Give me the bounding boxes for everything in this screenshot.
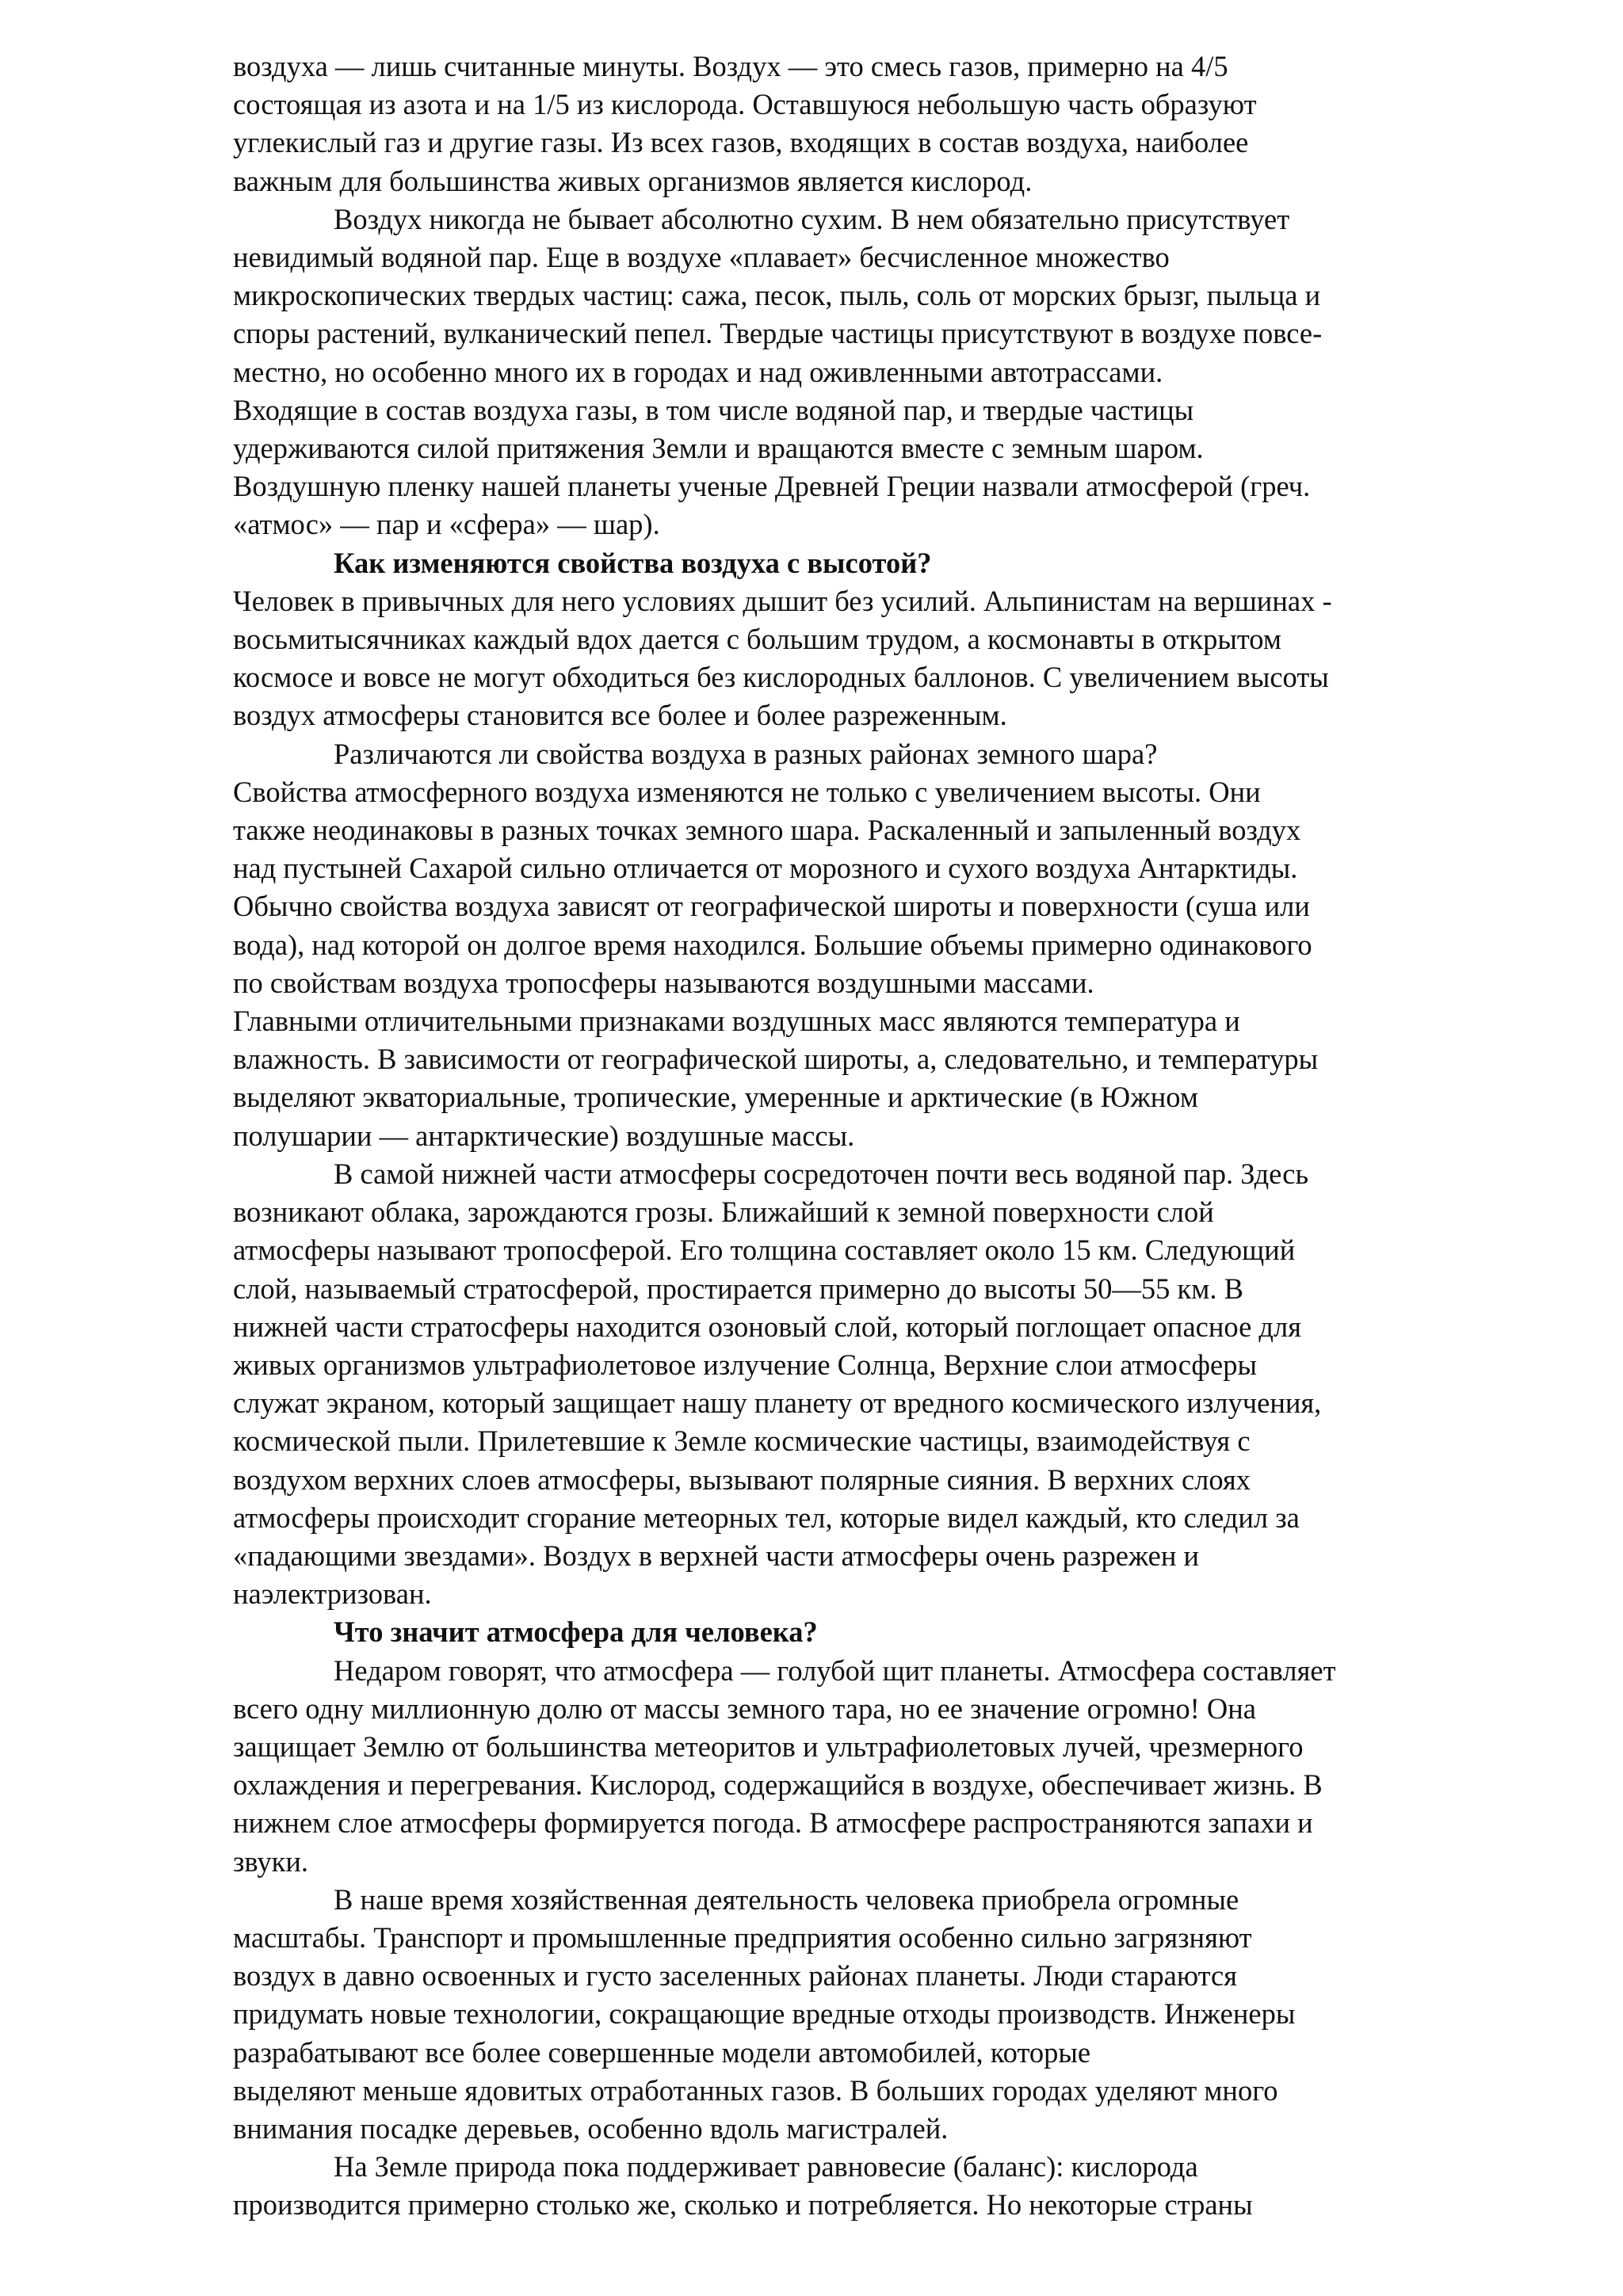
text-line: слой, называемый стратосферой, простирается примерно до высоты 50—55 км. В [233,1272,1243,1305]
text-line: споры растений, вулканический пепел. Твердые частицы присутствуют в воздухе повсе- [233,317,1323,350]
text-line: Свойства атмосферного воздуха изменяются не только с увеличением высоты. Они [233,775,1261,808]
section-heading: Что значит атмосфера для человека? [334,1615,818,1649]
text-line: Различаются ли свойства воздуха в разных районах земного шара? [334,737,1158,770]
text-line: полушарии — антарктические) воздушные массы. [233,1119,855,1152]
text-line: Главными отличительными признаками воздушных масс являются температура и [233,1005,1240,1038]
text-line: невидимый водяной пар. Еще в воздухе «плавает» бесчисленное множество [233,241,1170,274]
text-line: внимания посадке деревьев, особенно вдоль магистралей. [233,2111,949,2145]
text-line: влажность. В зависимости от географической широты, а, следовательно, и температуры [233,1043,1319,1076]
text-line: выделяют экваториальные, тропические, умеренные и арктические (в Южном [233,1081,1198,1114]
text-line: В наше время хозяйственная деятельность человека приобрела огромные [334,1882,1239,1916]
text-line: разрабатывают все более совершенные модели автомобилей, которые [233,2035,1091,2069]
text-line: воздух в давно освоенных и густо заселенных районах планеты. Люди стараются [233,1959,1238,1993]
text-line: В самой нижней части атмосферы сосредоточен почти весь водяной пар. Здесь [334,1157,1309,1190]
text-line: воздуха — лишь считанные минуты. Воздух — это смесь газов, примерно на 4/5 [233,50,1228,82]
text-line: также неодинаковы в разных точках земного шара. Раскаленный и запыленный воздух [233,814,1301,847]
text-line: возникают облака, зарождаются грозы. Ближайший к земной поверхности слой [233,1196,1214,1229]
text-line: удерживаются силой притяжения Земли и вращаются вместе с земным шаром. [233,432,1204,465]
section-heading: Как изменяются свойства воздуха с высотой? [334,546,932,579]
text-line: выделяют меньше ядовитых отработанных газов. В больших городах уделяют много [233,2073,1278,2107]
text-line: «падающими звездами». Воздух в верхней части атмосферы очень разрежен и [233,1539,1200,1572]
text-line: производится примерно столько же, сколько и потребляется. Но некоторые страны [233,2188,1253,2222]
text-line: космической пыли. Прилетевшие к Земле космические частицы, взаимодействуя с [233,1425,1251,1458]
text-line: Человек в привычных для него условиях дышит без усилий. Альпинистам на вершинах - [233,584,1332,617]
text-line: всего одну миллионную долю от массы земного тара, но ее значение огромно! Она [233,1691,1257,1725]
text-line: местно, но особенно много их в городах и над оживленными автотрассами. [233,355,1163,388]
text-line: вода), над которой он долгое время находился. Большие объемы примерно одинакового [233,928,1312,961]
text-line: Входящие в состав воздуха газы, в том числе водяной пар, и твердые частицы [233,393,1194,426]
text-line: над пустыней Сахарой сильно отличается от морозного и сухого воздуха Антарктиды. [233,852,1298,885]
text-line: живых организмов ультрафиолетовое излучение Солнца, Верхние слои атмосферы [233,1348,1257,1381]
text-line: состоящая из азота и на 1/5 из кислорода. Оставшуюся небольшую часть образуют [233,88,1257,121]
text-line: космосе и вовсе не могут обходиться без кислородных баллонов. С увеличением высоты [233,661,1329,694]
text-line: атмосферы называют тропосферой. Его толщина составляет около 15 км. Следующий [233,1234,1296,1267]
text-line: защищает Землю от большинства метеоритов и ультрафиолетовых лучей, чрезмерного [233,1730,1304,1763]
text-line: восьмитысячниках каждый вдох дается с большим трудом, а космонавты в открытом [233,623,1281,656]
text-line: служат экраном, который защищает нашу планету от вредного космического излучения, [233,1386,1322,1420]
text-line: нижнем слое атмосферы формируется погода. В атмосфере распространяются запахи и [233,1806,1313,1840]
text-line: воздухом верхних слоев атмосферы, вызывают полярные сияния. В верхних слоях [233,1463,1251,1496]
text-line: придумать новые технологии, сокращающие вредные отходы производств. Инженеры [233,1997,1296,2031]
text-line: звуки. [233,1844,309,1878]
text-line: углекислый газ и другие газы. Из всех газов, входящих в состав воздуха, наиболее [233,126,1249,159]
text-line: Обычно свойства воздуха зависят от географической широты и поверхности (суша или [233,890,1310,923]
text-line: воздух атмосферы становится все более и более разреженным. [233,699,1007,732]
text-line: нижней части стратосферы находится озоновый слой, который поглощает опасное для [233,1310,1301,1343]
text-line: микроскопических твердых частиц: сажа, песок, пыль, соль от морских брызг, пыльца и [233,279,1321,312]
document-page [233,48,1501,2225]
text-line: Воздух никогда не бывает абсолютно сухим. В нем обязательно присутствует [334,202,1290,235]
text-line: охлаждения и перегревания. Кислород, содержащийся в воздухе, обеспечивает жизнь. В [233,1768,1323,1802]
text-line: наэлектризован. [233,1577,432,1611]
text-line: «атмос» — пар и «сфера» — шар). [233,508,660,541]
text-line: важным для большинства живых организмов является кислород. [233,164,1033,197]
text-line: На Земле природа пока поддерживает равновесие (баланс): кислорода [334,2150,1198,2183]
text-line: масштабы. Транспорт и промышленные предприятия особенно сильно загрязняют [233,1920,1252,1954]
text-line: Воздушную пленку нашей планеты ученые Древней Греции назвали атмосферой (греч. [233,470,1311,503]
text-line: по свойствам воздуха тропосферы называются воздушными массами. [233,966,1094,999]
text-line: атмосферы происходит сгорание метеорных тел, которые видел каждый, кто следил за [233,1501,1300,1534]
text-line: Недаром говорят, что атмосфера — голубой щит планеты. Атмосфера составляет [334,1653,1336,1687]
